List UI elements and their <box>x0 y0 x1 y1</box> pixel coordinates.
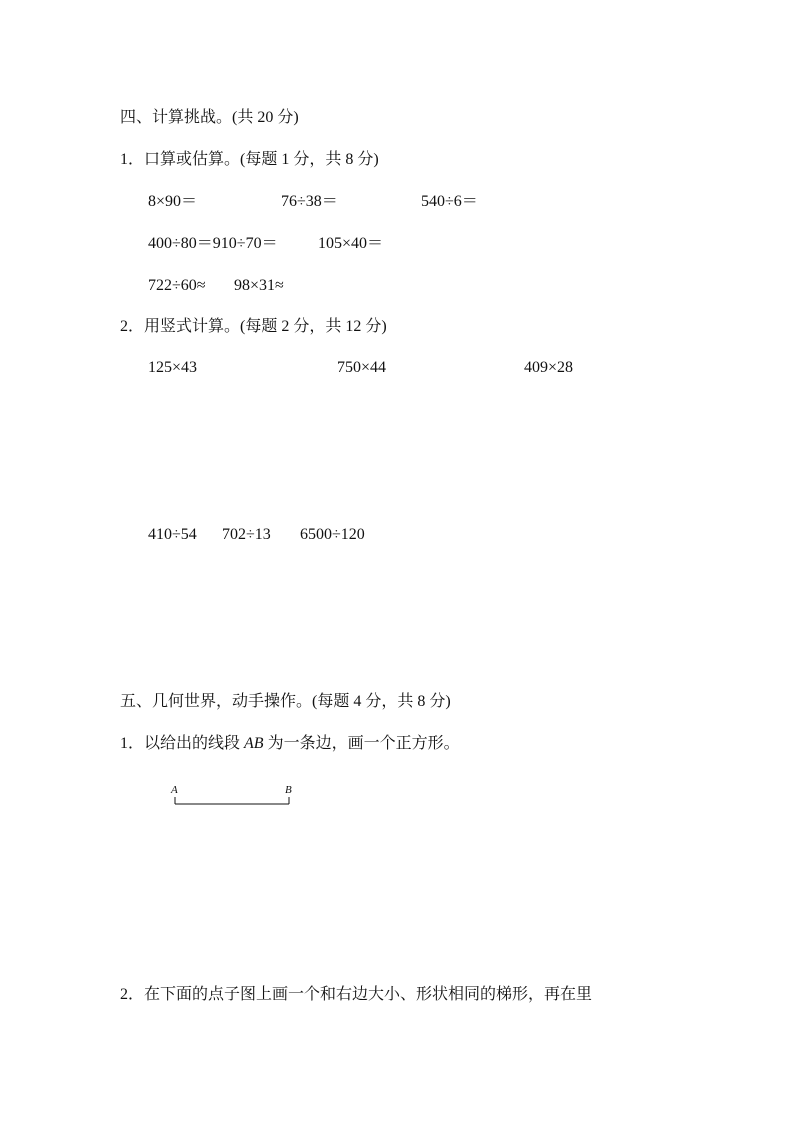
estimate-item: 722÷60≈ <box>148 277 206 294</box>
section4-heading: 四、计算挑战。(共 20 分) <box>120 109 299 126</box>
geo-q1-title-prefix: 1．以给出的线段 <box>120 735 245 752</box>
vertical-calc-item: 750×44 <box>337 359 387 376</box>
oral-item: 400÷80＝910÷70＝ <box>148 235 278 252</box>
estimate-item: 98×31≈ <box>234 277 284 294</box>
oral-item: 76÷38＝ <box>281 193 338 210</box>
vertical-calc-item: 125×43 <box>148 359 198 376</box>
oral-item: 540÷6＝ <box>421 193 478 210</box>
geo-q1-title <box>120 734 460 754</box>
point-b-label: B <box>285 784 292 796</box>
point-a-label: A <box>171 784 178 796</box>
geo-q1-segment-name: AB <box>244 735 264 752</box>
q2-title: 2．用竖式计算。(每题 2 分，共 12 分) <box>120 318 387 335</box>
vertical-calc-item: 410÷54 <box>148 526 197 543</box>
oral-item: 105×40＝ <box>318 235 384 252</box>
geo-q1-title-suffix: 为一条边，画一个正方形。 <box>263 735 460 752</box>
section5-heading: 五、几何世界，动手操作。(每题 4 分，共 8 分) <box>120 693 451 710</box>
q1-title: 1．口算或估算。(每题 1 分，共 8 分) <box>120 151 379 168</box>
geo-q2-title: 2．在下面的点子图上画一个和右边大小、形状相同的梯形，再在里 <box>120 986 593 1003</box>
vertical-calc-item: 702÷13 <box>222 526 271 543</box>
vertical-calc-item: 6500÷120 <box>300 526 365 543</box>
oral-item: 8×90＝ <box>148 193 198 210</box>
segment-ab-figure <box>165 780 305 814</box>
vertical-calc-item: 409×28 <box>524 359 574 376</box>
